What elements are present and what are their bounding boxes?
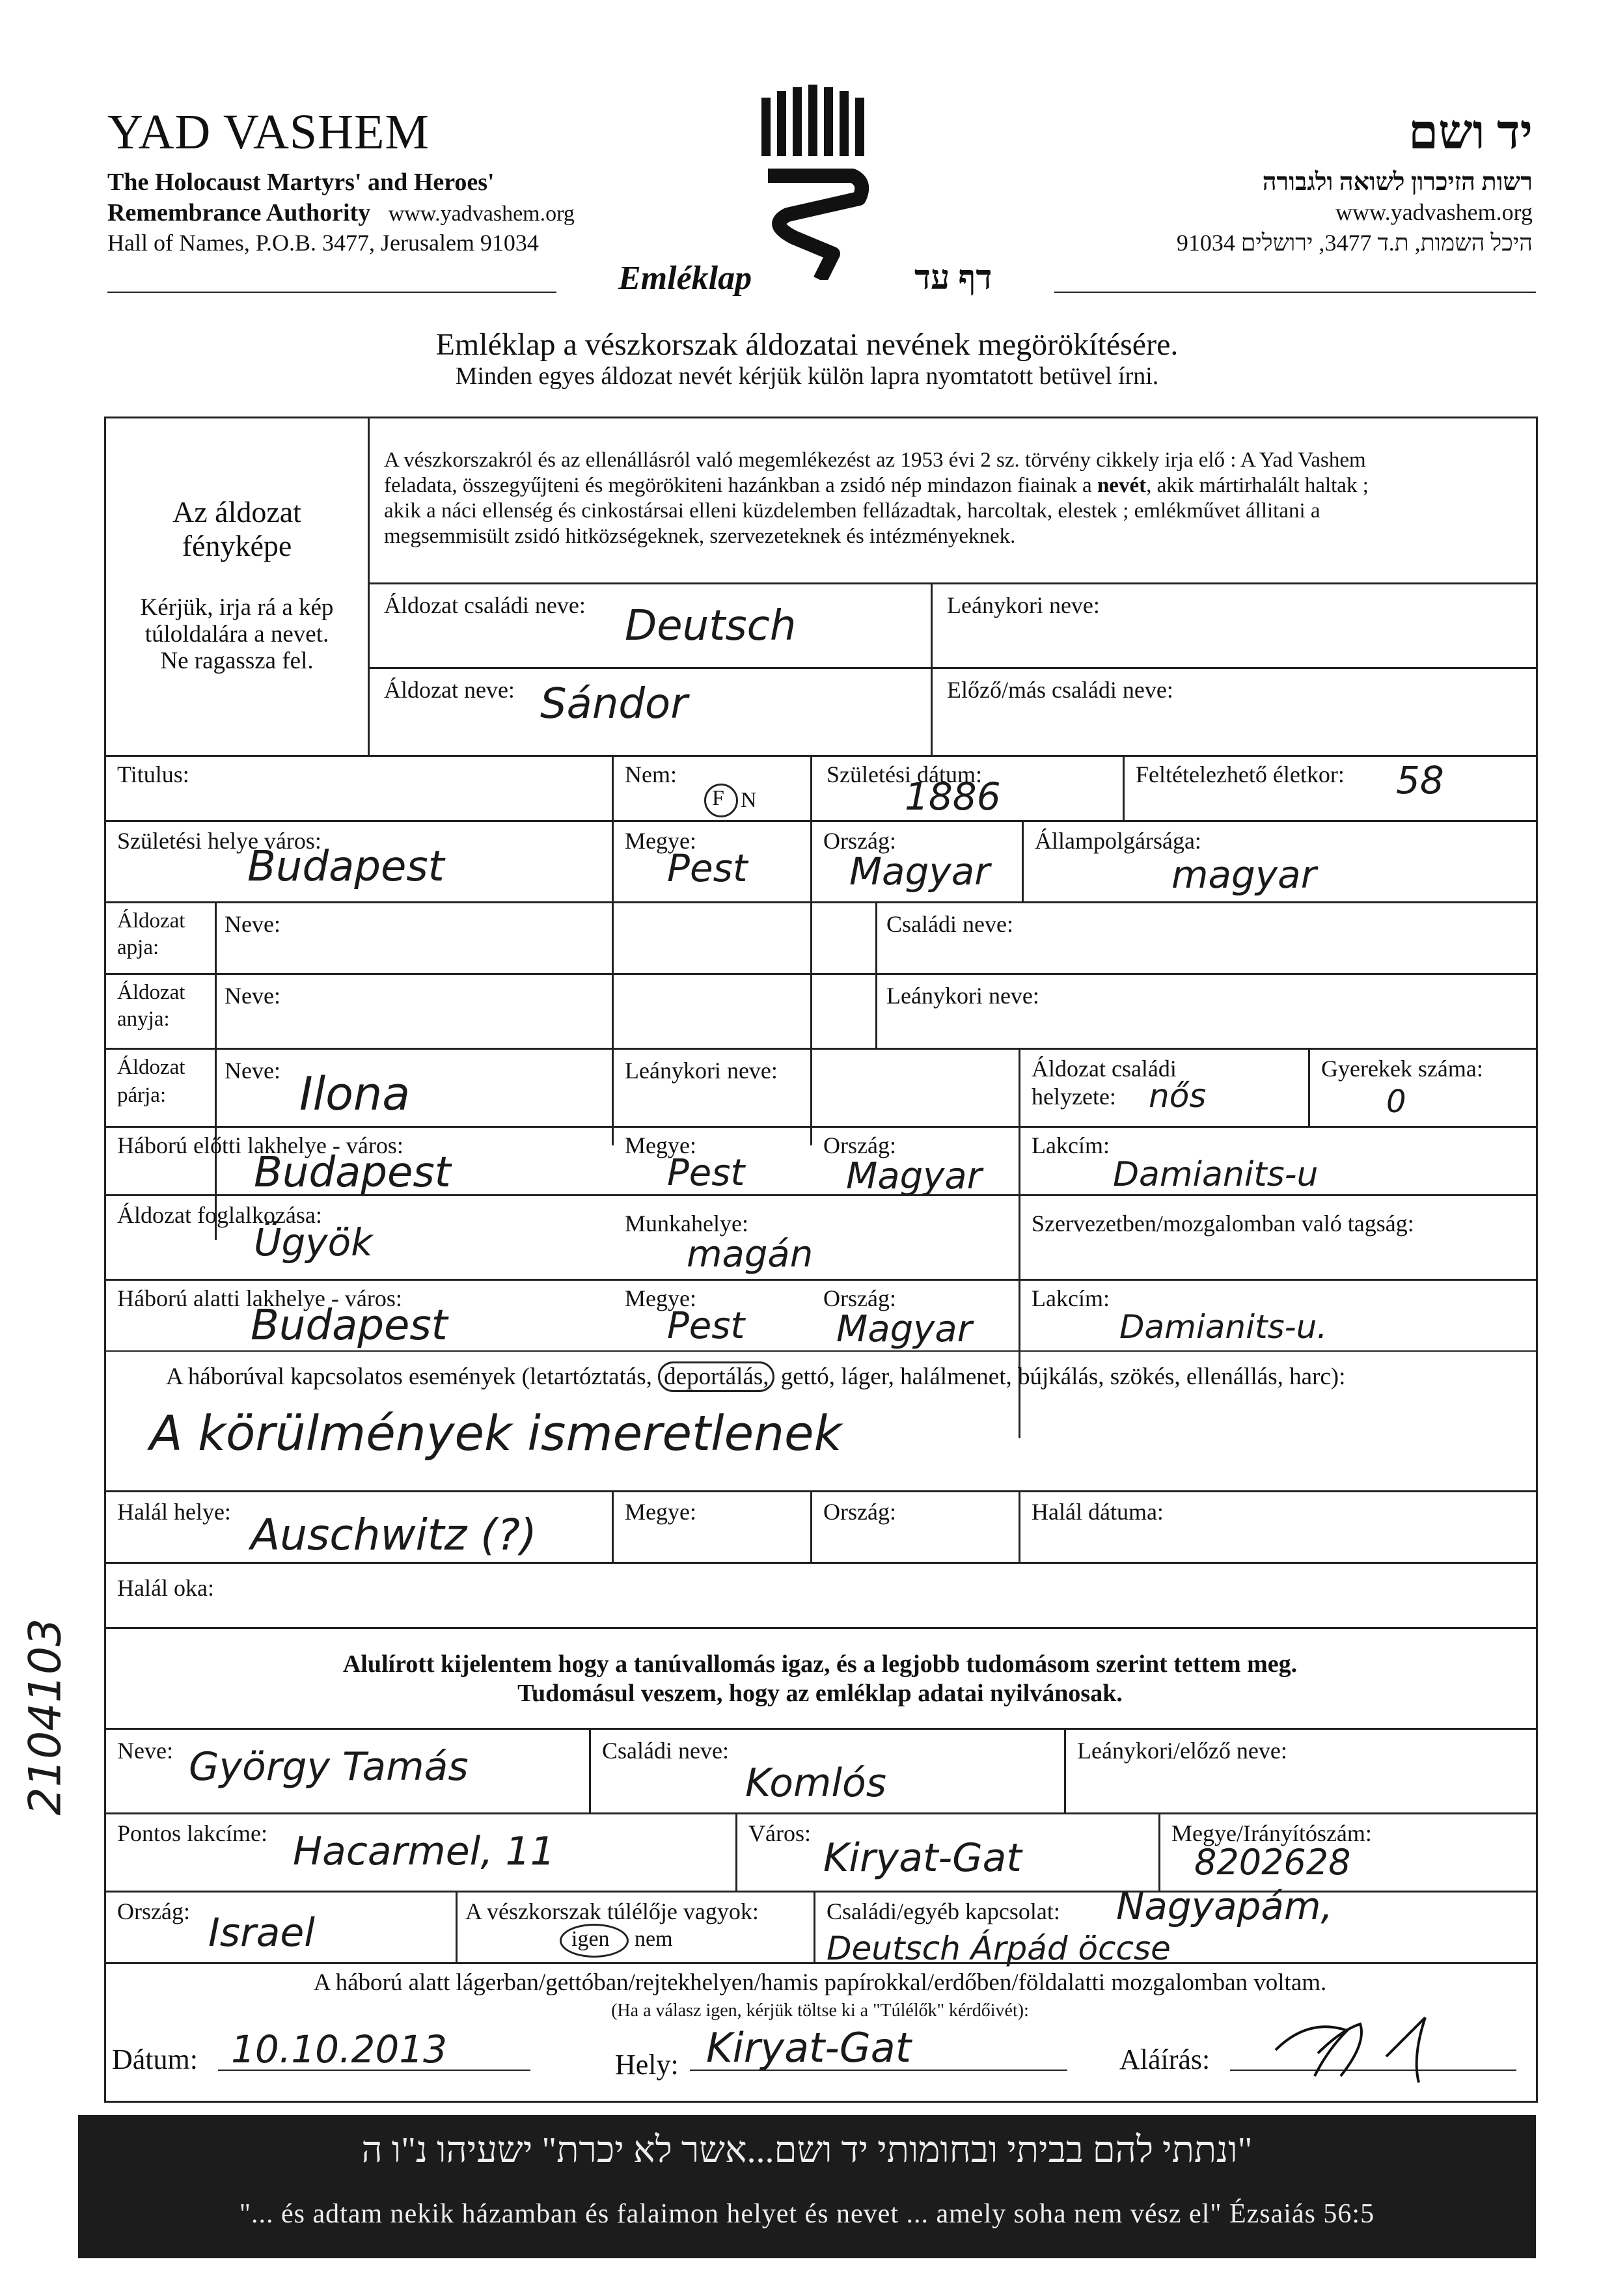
date-underline: [218, 2070, 530, 2071]
father-family-name-label: Családi neve:: [886, 911, 1013, 937]
spouse-status[interactable]: nős: [1149, 1077, 1207, 1115]
citizenship-label: Állampolgársága:: [1035, 828, 1201, 854]
date-label: Dátum:: [112, 2043, 198, 2075]
intro-line2: Minden egyes áldozat nevét kérjük külön lapra nyomtatott betüvel írni.: [455, 362, 1159, 390]
rule-occupation-top: [104, 1194, 1536, 1196]
signature-label: Aláírás:: [1119, 2043, 1210, 2075]
relation-line1[interactable]: Nagyapám,: [1116, 1884, 1333, 1928]
sex-f: F: [712, 786, 724, 810]
spouse-label-2: párja:: [117, 1084, 167, 1107]
intro-line1: Emléklap a vészkorszak áldozatai nevének megörökítésére.: [435, 327, 1179, 362]
birth-country[interactable]: Magyar: [849, 849, 991, 894]
victim-first-name[interactable]: Sándor: [540, 680, 688, 728]
heb-url: www.yadvashem.org: [1335, 199, 1533, 225]
date[interactable]: 10.10.2013: [231, 2027, 448, 2071]
rule-spouse-top: [104, 1048, 1536, 1050]
submitter-country[interactable]: Israel: [208, 1910, 315, 1956]
divider-relation: [814, 1891, 815, 1962]
war-county[interactable]: Pest: [667, 1305, 745, 1347]
sex-label: Nem:: [625, 761, 677, 787]
rule-title-top: [104, 755, 1536, 757]
mother-label-2: anyja:: [117, 1007, 170, 1031]
divider-survivor: [456, 1891, 458, 1962]
rule-events-top: [104, 1350, 1536, 1352]
death-cause-label: Halál oka:: [117, 1575, 214, 1601]
prewar-country-label: Ország:: [823, 1132, 896, 1158]
rule-warres-top: [104, 1279, 1536, 1281]
war-city[interactable]: Budapest: [251, 1302, 448, 1350]
citizenship[interactable]: magyar: [1171, 853, 1317, 897]
submitter-name[interactable]: György Tamás: [189, 1744, 469, 1790]
rule-father-top: [104, 901, 1536, 903]
divider-mother-maiden: [875, 973, 877, 1048]
divider-age: [1123, 755, 1125, 820]
place[interactable]: Kiryat-Gat: [706, 2024, 912, 2071]
war-county-label: Megye:: [625, 1285, 696, 1311]
death-place-label: Halál helye:: [117, 1499, 231, 1525]
divider-children: [1308, 1048, 1310, 1126]
place-label: Hely:: [615, 2049, 679, 2081]
age-label: Feltételezhető életkor:: [1136, 761, 1345, 787]
rule-declaration-top: [104, 1627, 1536, 1629]
submitter-family[interactable]: Komlós: [745, 1760, 887, 1806]
victim-maiden-name-label: Leánykori neve:: [947, 592, 1100, 618]
photo-box-title1: Az áldozat: [172, 495, 301, 528]
divider-death-county: [612, 1490, 614, 1562]
children[interactable]: 0: [1386, 1084, 1406, 1120]
org-url: www.yadvashem.org: [388, 202, 575, 226]
death-place[interactable]: Auschwitz (?): [251, 1510, 537, 1560]
divider-submitter-maiden: [1064, 1728, 1066, 1812]
children-label: Gyerekek száma:: [1321, 1056, 1483, 1082]
prewar-city-label: Háború előtti lakhelye - város:: [117, 1132, 404, 1158]
mother-label-1: Áldozat: [117, 981, 185, 1004]
spouse-label-1: Áldozat: [117, 1056, 185, 1079]
occupation-label: Áldozat foglalkozása:: [117, 1202, 322, 1228]
law-line2b: nevét: [1097, 474, 1147, 497]
divider-father-family: [875, 901, 877, 973]
declaration-line1: Alulírott kijelentem hogy a tanúvallomás igaz, és a legjobb tudomásom szerint tettem meg.: [342, 1650, 1298, 1678]
birth-country-label: Ország:: [823, 828, 896, 854]
events-label-b: gettó, láger, halálmenet, bújkálás, szökés, ellenállás, harc):: [774, 1363, 1346, 1390]
survivor-yes: igen: [571, 1927, 610, 1951]
prewar-country[interactable]: Magyar: [846, 1155, 982, 1197]
mother-name-label: Neve:: [225, 983, 280, 1009]
submitter-address-label: Pontos lakcíme:: [117, 1820, 267, 1846]
org-line1: The Holocaust Martyrs' and Heroes': [107, 169, 495, 196]
org-line2: [107, 198, 575, 227]
events-label-circled[interactable]: deportálás,: [658, 1361, 774, 1392]
war-address[interactable]: Damianits-u.: [1119, 1308, 1328, 1346]
birth-city[interactable]: Budapest: [247, 843, 445, 891]
title-label: Titulus:: [117, 761, 189, 787]
law-line2c: , akik mártirhalált haltak ;: [1146, 474, 1369, 497]
header-rule-right: [1054, 292, 1536, 293]
prewar-address[interactable]: Damianits-u: [1113, 1155, 1319, 1194]
declaration-line2: Tudomásul veszem, hogy az emléklap adatai nyilvánosak.: [517, 1680, 1123, 1707]
events-value[interactable]: A körülmények ismeretlenek: [150, 1406, 842, 1462]
father-label-1: Áldozat: [117, 909, 185, 933]
birth-county-label: Megye:: [625, 828, 696, 854]
war-country-label: Ország:: [823, 1285, 896, 1311]
divider-death-date: [1019, 1490, 1020, 1562]
heb-address: היכל השמות, ת.ד 3477, ירושלים 91034: [1176, 230, 1533, 256]
victim-family-name[interactable]: Deutsch: [625, 602, 797, 650]
submitter-family-label: Családi neve:: [602, 1738, 729, 1764]
relation-label: Családi/egyéb kapcsolat:: [827, 1898, 1060, 1924]
heb-name: יד ושם: [1408, 106, 1533, 159]
margin-number: 2104103: [20, 1618, 72, 1816]
submitter-name-label: Neve:: [117, 1738, 173, 1764]
law-line2a: feladata, összegyűjteni és megörökiteni hazánkban a zsidó nép mindazon fiainak a: [384, 474, 1097, 497]
divider-citizenship: [1022, 820, 1024, 901]
prewar-city[interactable]: Budapest: [254, 1149, 451, 1197]
events-label-a: A háborúval kapcsolatos események (letartóztatás,: [166, 1363, 659, 1390]
rule-death-top: [104, 1490, 1536, 1492]
death-date-label: Halál dátuma:: [1032, 1499, 1164, 1525]
law-line4: megsemmisült zsidó hitközségeknek, szervezeteknek és intézményeknek.: [384, 525, 1016, 548]
relation-line2[interactable]: Deutsch Árpád öccse: [827, 1930, 1171, 1967]
photo-box-title2: fényképe: [182, 529, 292, 562]
rule-cause-top: [104, 1562, 1536, 1564]
rule-camp-top: [104, 1962, 1536, 1964]
victim-family-name-label: Áldozat családi neve:: [384, 592, 586, 618]
photo-box-divider: [368, 417, 370, 755]
father-label-2: apja:: [117, 936, 159, 959]
mother-maiden-name-label: Leánykori neve:: [886, 983, 1039, 1009]
rule-submitter-top: [104, 1728, 1536, 1730]
org-line2-bold: Remembrance Authority: [107, 199, 371, 226]
birth-date[interactable]: 1886: [905, 774, 1001, 819]
divider-address-city: [735, 1812, 737, 1891]
law-line3: akik a náci ellenség és cinkostársai elleni küzdelemben fellázadtak, harcoltak, elestek ; emlékművet állitani a: [384, 499, 1320, 523]
submitter-zip-label: Megye/Irányítószám:: [1171, 1820, 1372, 1846]
war-city-label: Háború alatti lakhelye - város:: [117, 1285, 402, 1311]
submitter-address[interactable]: Hacarmel, 11: [293, 1829, 555, 1874]
survivor-label: A vészkorszak túlélője vagyok:: [465, 1898, 759, 1924]
death-county-label: Megye:: [625, 1499, 696, 1525]
birth-county[interactable]: Pest: [667, 846, 748, 890]
occupation[interactable]: Ügyök: [254, 1220, 373, 1264]
prewar-county[interactable]: Pest: [667, 1152, 745, 1194]
place-underline: [690, 2070, 1067, 2071]
rule-address-top: [104, 1812, 1536, 1814]
father-name-label: Neve:: [225, 911, 280, 937]
spouse-maiden-name-label: Leánykori neve:: [625, 1058, 778, 1084]
submitter-city-label: Város:: [748, 1820, 811, 1846]
signature-mark: [1256, 2004, 1464, 2089]
workplace[interactable]: magán: [687, 1233, 814, 1276]
submitter-country-label: Ország:: [117, 1898, 190, 1924]
age[interactable]: 58: [1396, 758, 1444, 802]
spouse-name-label: Neve:: [225, 1058, 280, 1084]
survivor-no: nem: [635, 1927, 673, 1951]
spouse-status-label-2: helyzete:: [1032, 1084, 1116, 1110]
footer-heb-quote: "ונתתי להם בביתי ובחומותי יד ושם...אשר לא יכרת" ישעיהו נ"ו ה: [361, 2130, 1253, 2170]
rule-mother-top: [104, 973, 1536, 975]
divider-sex: [612, 755, 614, 1145]
death-country-label: Ország:: [823, 1499, 896, 1525]
photo-box-note3: Ne ragassza fel.: [160, 648, 314, 674]
rule-name-top: [368, 582, 1536, 584]
org-name: YAD VASHEM: [107, 105, 430, 159]
form-title-heb: דף עד: [914, 260, 992, 297]
sex-n: N: [741, 788, 757, 812]
birth-date-label: Születési dátum:: [827, 761, 982, 787]
rule-firstname-top: [368, 667, 1536, 669]
divider-death-country: [810, 1490, 812, 1562]
org-address: Hall of Names, P.O.B. 3477, Jerusalem 91034: [107, 230, 539, 256]
yad-vashem-logo: [755, 85, 872, 280]
submitter-maiden-label: Leánykori/előző neve:: [1077, 1738, 1287, 1764]
heb-line1: רשות הזיכרון לשואה ולגבורה: [1262, 169, 1533, 196]
prewar-address-label: Lakcím:: [1032, 1132, 1110, 1158]
law-text: [384, 448, 1369, 549]
submitter-zip[interactable]: 8202628: [1194, 1842, 1351, 1883]
workplace-label: Munkahelye:: [625, 1210, 748, 1237]
victim-prev-name-label: Előző/más családi neve:: [947, 677, 1173, 703]
law-line2: [384, 473, 1369, 499]
war-address-label: Lakcím:: [1032, 1285, 1110, 1311]
photo-box-note1: Kérjük, irja rá a kép: [140, 594, 334, 621]
divider-address-zip: [1158, 1812, 1160, 1891]
divider-submitter-family: [589, 1728, 591, 1812]
camp-note-small: (Ha a válasz igen, kérjük töltse ki a "Túlélők" kérdőivét):: [611, 2001, 1029, 2021]
camp-note: A háború alatt lágerban/gettóban/rejtekhelyen/hamis papírokkal/erdőben/földalatti mozgalomban voltam.: [313, 1969, 1327, 1996]
divider-birthdate: [810, 755, 812, 1145]
footer-hu-quote: "... és adtam nekik házamban és falaimon helyet és nevet ... amely soha nem vész el" Ézsaiás 56:5: [239, 2199, 1375, 2229]
divider-parents-left: [215, 901, 217, 1240]
membership-label: Szervezetben/mozgalomban való tagság:: [1032, 1210, 1414, 1237]
rule-prewar-top: [104, 1126, 1536, 1128]
prewar-county-label: Megye:: [625, 1132, 696, 1158]
header-rule-left: [107, 292, 556, 293]
spouse-status-label-1: Áldozat családi: [1032, 1056, 1177, 1082]
victim-first-name-label: Áldozat neve:: [384, 677, 515, 703]
form-title: Emléklap: [618, 260, 752, 297]
war-country[interactable]: Magyar: [836, 1308, 972, 1350]
rule-birthplace-top: [104, 820, 1536, 822]
birth-city-label: Születési helye város:: [117, 828, 321, 854]
events-label: [166, 1363, 1345, 1391]
spouse-name[interactable]: Ilona: [299, 1067, 411, 1121]
photo-box-note2: túloldalára a nevet.: [144, 621, 329, 648]
law-line1: A vészkorszakról és az ellenállásról való megemlékezést az 1953 évi 2 sz. törvény cikkely irja elő : A Yad Vashem: [384, 448, 1366, 472]
submitter-city[interactable]: Kiryat-Gat: [823, 1835, 1022, 1881]
